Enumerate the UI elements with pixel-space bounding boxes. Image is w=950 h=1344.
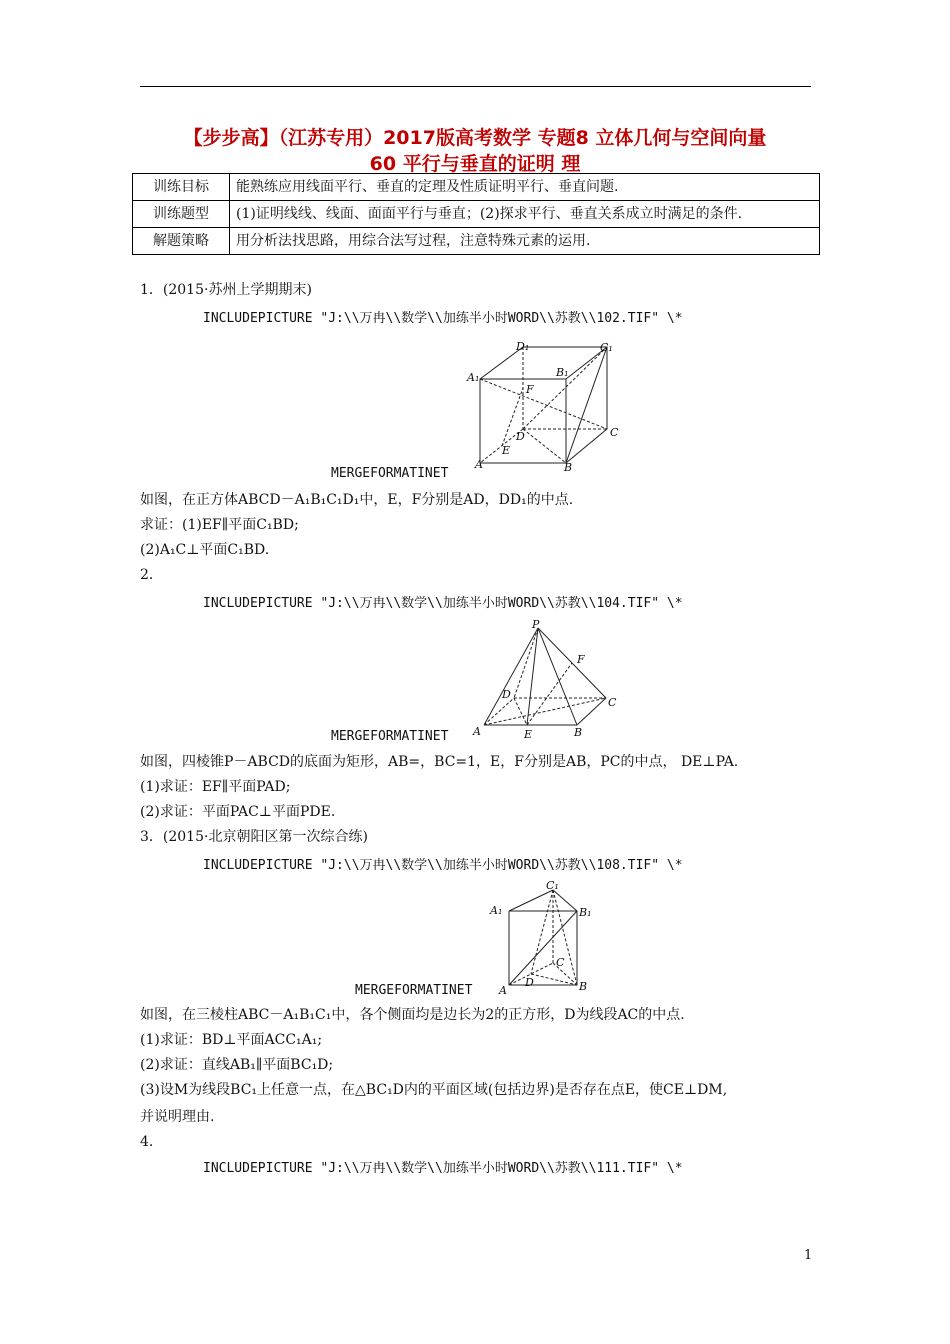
label-C: C — [610, 426, 619, 439]
problem-2-text: 如图，四棱锥P－ABCD的底面为矩形，AB=，BC=1，E，F分别是AB，PC的中点， DE⊥PA. — [140, 754, 739, 770]
title-line-2: 60 平行与垂直的证明 理 — [369, 153, 581, 175]
edge-pb — [538, 628, 577, 725]
line-c1b — [553, 890, 577, 985]
line-db — [531, 974, 577, 985]
label-A: A — [475, 458, 483, 471]
problem-3-q2: (2)求证：直线AB₁∥平面BC₁D; — [140, 1057, 334, 1073]
edge-bc — [577, 698, 606, 725]
label-A: A — [499, 984, 507, 997]
label-D1: D₁ — [516, 340, 530, 353]
label-B: B — [564, 461, 573, 474]
header-rule — [140, 86, 811, 87]
label-B1: B₁ — [579, 906, 592, 919]
problem-1-q1: 求证：(1)EF∥平面C₁BD; — [140, 517, 299, 533]
problem-1-text: 如图，在正方体ABCD－A₁B₁C₁D₁中，E，F分别是AD，DD₁的中点. — [140, 492, 574, 508]
page-number: 1 — [804, 1248, 813, 1263]
label-B: B — [574, 726, 583, 739]
problem-3-text: 如图，在三棱柱ABC－A₁B₁C₁中，各个侧面均是边长为2的正方形，D为线段AC的中点. — [140, 1007, 685, 1023]
problem-3-head: 3．(2015·北京朝阳区第一次综合练) — [140, 829, 368, 845]
edge-c1b1 — [553, 890, 577, 911]
problem-2-q2: (2)求证：平面PAC⊥平面PDE. — [140, 804, 336, 820]
training-info-table — [132, 173, 820, 255]
problem-2-q1: (1)求证：EF∥平面PAD; — [140, 779, 291, 795]
edge-a1c1 — [509, 890, 553, 911]
label-F: F — [526, 383, 534, 396]
label-P: P — [532, 618, 540, 631]
line-c1d — [523, 347, 607, 429]
problem-3-q3-line1: (3)设M为线段BC₁上任意一点，在△BC₁D内的平面区域(包括边界)是否存在点E，使CE⊥DM, — [140, 1082, 728, 1098]
label-C1: C₁ — [600, 341, 613, 354]
label-C: C — [556, 956, 565, 969]
line-ab1 — [509, 911, 577, 985]
label-D: D — [502, 688, 511, 701]
cube-figure — [466, 336, 626, 476]
problem-4-include-field: INCLUDEPICTURE "J:\\万冉\\数学\\加练半小时WORD\\苏教\\111.TIF" \* — [203, 1161, 683, 1176]
edge-pa — [484, 628, 538, 725]
problem-1-include-field: INCLUDEPICTURE "J:\\万冉\\数学\\加练半小时WORD\\苏教\\102.TIF" \* — [203, 311, 683, 326]
problem-2-include-field: INCLUDEPICTURE "J:\\万冉\\数学\\加练半小时WORD\\苏教\\104.TIF" \* — [203, 596, 683, 611]
problem-3-merge-field: MERGEFORMATINET — [355, 983, 473, 998]
label-D: D — [525, 976, 534, 989]
problem-2-head: 2． — [140, 567, 163, 583]
label-F: F — [577, 653, 585, 666]
edge-ad — [484, 698, 514, 725]
problem-1-merge-field: MERGEFORMATINET — [331, 466, 449, 481]
row-content: (1)证明线线、线面、面面平行与垂直；(2)探求平行、垂直关系成立时满足的条件. — [230, 201, 820, 228]
pyramid-figure — [470, 618, 630, 743]
label-B1: B₁ — [556, 366, 569, 379]
table-row — [133, 201, 820, 228]
line-bd — [523, 429, 566, 463]
table-row — [133, 174, 820, 201]
prism-figure — [485, 878, 600, 998]
problem-1-q2: (2)A₁C⊥平面C₁BD. — [140, 542, 270, 558]
line-ef — [527, 663, 572, 725]
label-A: A — [473, 725, 481, 738]
line-de — [514, 698, 527, 725]
row-label: 训练目标 — [133, 174, 230, 201]
row-label: 训练题型 — [133, 201, 230, 228]
label-E: E — [524, 728, 533, 741]
label-C: C — [608, 696, 617, 709]
problem-4-head: 4． — [140, 1134, 163, 1150]
line-c1d — [531, 890, 553, 974]
line-a1c — [480, 379, 607, 429]
label-B: B — [579, 980, 588, 993]
row-label: 解题策略 — [133, 228, 230, 255]
row-content: 能熟练应用线面平行、垂直的定理及性质证明平行、垂直问题. — [230, 174, 820, 201]
row-content: 用分析法找思路，用综合法写过程，注意特殊元素的运用. — [230, 228, 820, 255]
label-D: D — [516, 430, 525, 443]
problem-3-q1: (1)求证：BD⊥平面ACC₁A₁; — [140, 1032, 323, 1048]
title-line-1: 【步步高】（江苏专用）2017版高考数学 专题8 立体几何与空间向量 — [183, 127, 767, 149]
label-A1: A₁ — [467, 371, 480, 384]
problem-1-head: 1．(2015·苏州上学期期末) — [140, 282, 312, 298]
label-E: E — [502, 444, 511, 457]
problem-2-merge-field: MERGEFORMATINET — [331, 729, 449, 744]
problem-3-q3-line2: 并说明理由. — [140, 1109, 215, 1125]
label-C1: C₁ — [546, 879, 559, 892]
line-ac — [484, 698, 606, 725]
label-A1: A₁ — [490, 904, 503, 917]
problem-3-include-field: INCLUDEPICTURE "J:\\万冉\\数学\\加练半小时WORD\\苏教\\108.TIF" \* — [203, 858, 683, 873]
table-row — [133, 228, 820, 255]
